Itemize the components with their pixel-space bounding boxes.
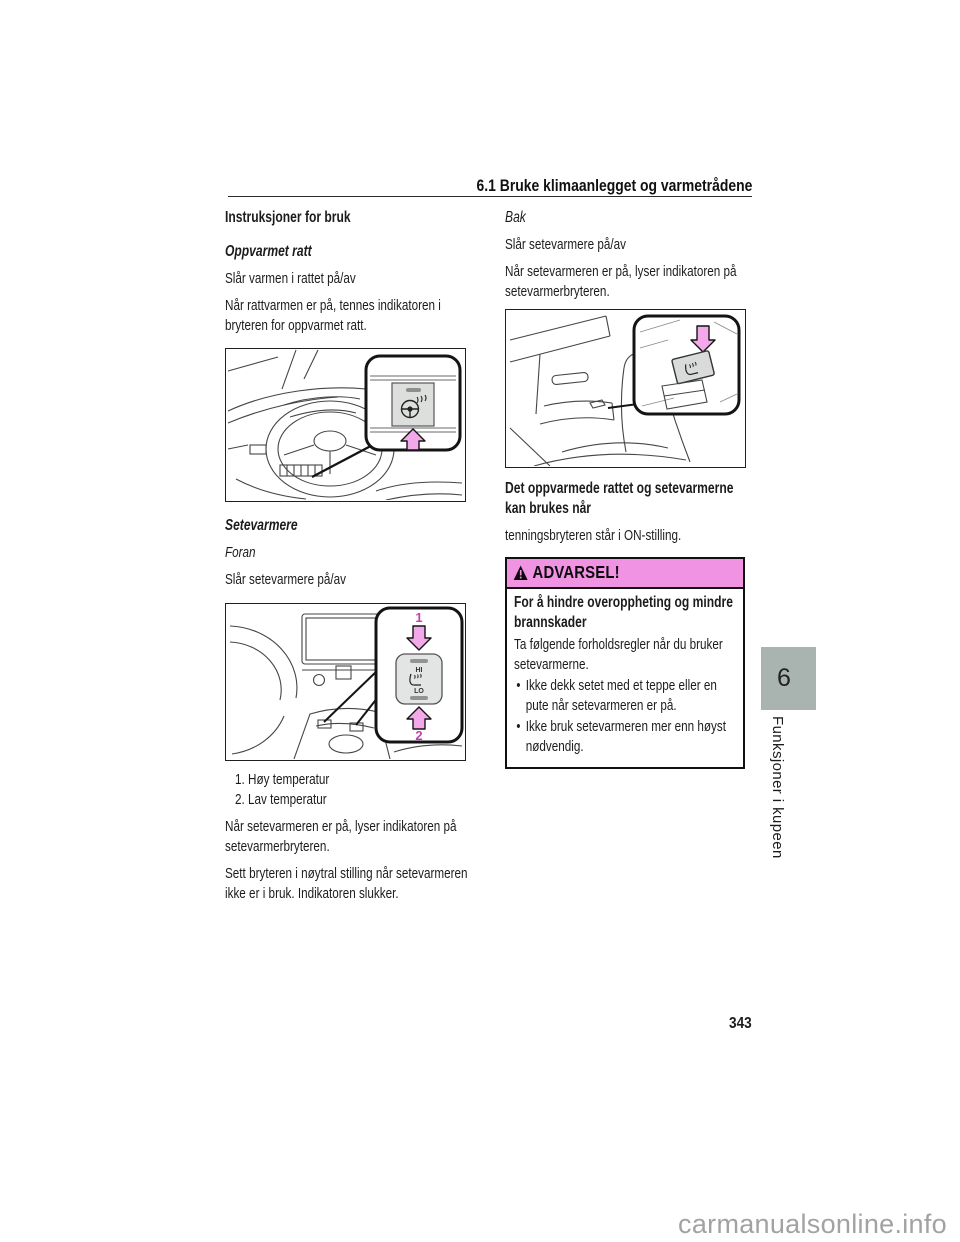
heated-wheel-paragraph: Når rattvarmen er på, tennes indikatoren i bryteren for oppvarmet ratt.	[225, 297, 441, 334]
list-item: 2. Lav temperatur	[235, 791, 327, 808]
seat-heater-paragraph: Slår setevarmere på/av	[225, 571, 346, 588]
chapter-number: 6	[777, 664, 791, 692]
warning-heading: For å hindre overoppheting og mindre brannskader	[514, 594, 733, 631]
console-illustration	[226, 604, 464, 759]
rear-subtitle: Bak	[505, 209, 526, 226]
rear-paragraph: Slår setevarmere på/av	[505, 236, 626, 253]
usage-note-rest: tenningsbryteren står i ON-stilling.	[505, 527, 682, 544]
callout-leader-line	[324, 670, 382, 725]
chapter-tab-label: Funksjoner i kupeen	[769, 716, 786, 859]
page-title: 6.1 Bruke klimaanlegget og varmetrådene	[476, 176, 752, 195]
warning-header	[507, 559, 743, 589]
heated-wheel-paragraph: Slår varmen i rattet på/av	[225, 270, 356, 287]
bullet-marker: •	[516, 677, 521, 694]
warning-triangle-icon	[513, 565, 528, 581]
page-number: 343	[729, 1015, 752, 1032]
bullet-marker: •	[516, 718, 521, 735]
rear-paragraph: Når setevarmeren er på, lyser indikatoren på setevarmerbryteren.	[505, 263, 737, 300]
warning-bullet-text: Ikke bruk setevarmeren mer enn høyst nødvendig.	[525, 718, 726, 755]
figure-label-2: 2	[415, 728, 423, 743]
watermark: carmanualsonline.info	[678, 1209, 947, 1239]
figure-heated-steering-wheel	[225, 348, 466, 502]
usage-note-bold: Det oppvarmede rattet og setevarmerne kan brukes når	[505, 480, 734, 517]
warning-title: ADVARSEL!	[532, 562, 620, 582]
switch-slot-top	[410, 659, 428, 663]
warning-body	[507, 589, 743, 767]
switch-lo-label: LO	[414, 688, 424, 695]
warning-bullet	[514, 676, 738, 716]
front-subtitle: Foran	[225, 544, 256, 561]
steering-wheel-illustration	[226, 349, 464, 500]
heated-wheel-title: Oppvarmet ratt	[225, 243, 312, 260]
warning-bullet	[514, 717, 738, 757]
left-column	[225, 202, 541, 904]
figure-front-seat-heater-switch	[225, 603, 466, 761]
warning-intro: Ta følgende forholdsregler når du bruker setevarmerne.	[514, 636, 723, 673]
chapter-tab	[761, 647, 816, 710]
switch-slot-bottom	[410, 696, 428, 700]
button-indicator	[406, 388, 421, 392]
rear-seat-illustration	[506, 310, 744, 466]
temperature-list	[235, 770, 541, 810]
figure-label-1: 1	[415, 610, 423, 625]
header-rule	[228, 196, 752, 197]
seat-heaters-title: Setevarmere	[225, 517, 298, 534]
switch-hi-label: HI	[415, 667, 423, 674]
list-item: 1. Høy temperatur	[235, 771, 330, 788]
warning-box	[505, 557, 745, 769]
figure-rear-seat-heater-switch	[505, 309, 746, 468]
section-title: Instruksjoner for bruk	[225, 209, 351, 226]
warning-bullet-text: Ikke dekk setet med et teppe eller en pute når setevarmeren er på.	[525, 677, 717, 714]
seat-heater-paragraph: Når setevarmeren er på, lyser indikatoren på setevarmerbryteren.	[225, 818, 457, 855]
seat-heater-paragraph: Sett bryteren i nøytral stilling når setevarmeren ikke er i bruk. Indikatoren slukker.	[225, 865, 468, 902]
